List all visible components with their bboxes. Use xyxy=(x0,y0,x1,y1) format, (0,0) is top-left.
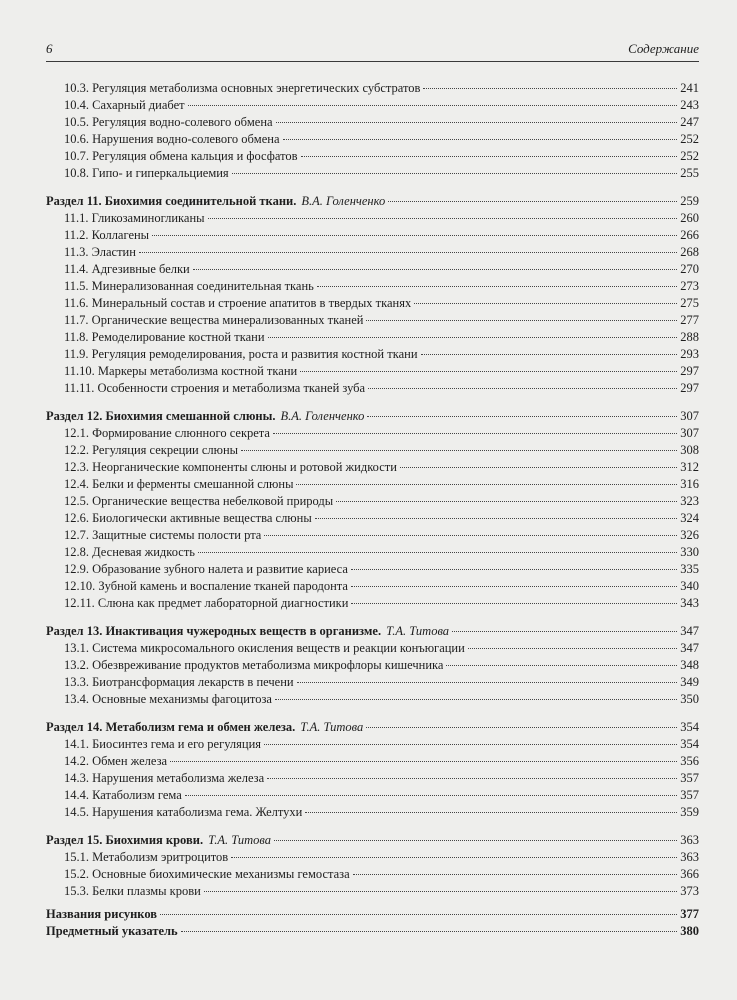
section-title: Раздел 15. Биохимия крови. xyxy=(46,833,204,847)
toc-entry xyxy=(64,80,699,97)
entry-page: 348 xyxy=(680,658,699,672)
entry-page: 275 xyxy=(680,296,699,310)
entry-page: 324 xyxy=(680,511,699,525)
toc-entry xyxy=(64,114,699,131)
section-author: В.А. Голенченко xyxy=(301,194,386,208)
entry-page: 343 xyxy=(680,596,699,610)
entry-title: 13.3. Биотрансформация лекарств в печени xyxy=(64,675,294,689)
entry-page: 350 xyxy=(680,692,699,706)
entry-page: 373 xyxy=(680,884,699,898)
section-title-wrap xyxy=(46,623,449,640)
toc-entry xyxy=(64,227,699,244)
entry-page: 312 xyxy=(680,460,699,474)
entry-page: 326 xyxy=(680,528,699,542)
entry-page: 293 xyxy=(680,347,699,361)
entry-title: 10.6. Нарушения водно-солевого обмена xyxy=(64,132,280,146)
entry-title: 14.1. Биосинтез гема и его регуляция xyxy=(64,737,262,751)
dot-leader xyxy=(423,88,677,89)
entry-title: 12.4. Белки и ферменты смешанной слюны xyxy=(64,477,294,491)
entry-title: 11.6. Минеральный состав и строение апатитов в твердых тканях xyxy=(64,296,412,310)
toc-entry xyxy=(64,278,699,295)
entry-page: 241 xyxy=(680,81,699,95)
entry-page: 335 xyxy=(680,562,699,576)
dot-leader xyxy=(300,371,677,372)
dot-leader xyxy=(273,433,677,434)
toc-entry xyxy=(64,787,699,804)
dot-leader xyxy=(276,122,678,123)
entry-title: 15.3. Белки плазмы крови xyxy=(64,884,201,898)
section-title-wrap xyxy=(46,719,363,736)
running-title: Содержание xyxy=(628,41,699,56)
entry-page: 354 xyxy=(680,737,699,751)
toc-entry xyxy=(64,261,699,278)
section-author: В.А. Голенченко xyxy=(280,409,365,423)
entry-page: 252 xyxy=(680,132,699,146)
entry-title: 11.10. Маркеры метаболизма костной ткани xyxy=(64,364,298,378)
toc-entry xyxy=(64,148,699,165)
entry-title: 12.7. Защитные системы полости рта xyxy=(64,528,262,542)
section-title-wrap xyxy=(46,408,364,425)
dot-leader xyxy=(388,201,677,202)
entry-title: 14.3. Нарушения метаболизма железа xyxy=(64,771,265,785)
entry-title: 12.8. Десневая жидкость xyxy=(64,545,196,559)
toc-entry xyxy=(64,691,699,708)
section-title: Раздел 14. Метаболизм гема и обмен железа. xyxy=(46,720,296,734)
entry-title: Названия рисунков xyxy=(46,907,158,921)
dot-leader xyxy=(351,586,677,587)
section-heading xyxy=(46,719,699,736)
toc-entry xyxy=(64,595,699,612)
dot-leader xyxy=(315,518,678,519)
entry-title: 11.7. Органические вещества минерализованных тканей xyxy=(64,313,364,327)
dot-leader xyxy=(367,416,677,417)
entry-title: 11.8. Ремоделирование костной ткани xyxy=(64,330,265,344)
toc-entry xyxy=(64,510,699,527)
entry-title: 10.7. Регуляция обмена кальция и фосфатов xyxy=(64,149,298,163)
dot-leader xyxy=(268,337,678,338)
dot-leader xyxy=(452,631,677,632)
section-title: Раздел 13. Инактивация чужеродных веществ в организме. xyxy=(46,624,382,638)
entry-page: 307 xyxy=(680,426,699,440)
entry-title: 11.1. Гликозаминогликаны xyxy=(64,211,205,225)
dot-leader xyxy=(283,139,678,140)
entry-title: 12.1. Формирование слюнного секрета xyxy=(64,426,270,440)
entry-page: 357 xyxy=(680,788,699,802)
toc-entry xyxy=(64,329,699,346)
entry-title: 13.1. Система микросомального окисления веществ и реакции конъюгации xyxy=(64,641,465,655)
entry-title: 11.2. Коллагены xyxy=(64,228,150,242)
entry-title: 10.3. Регуляция метаболизма основных энергетических субстратов xyxy=(64,81,421,95)
dot-leader xyxy=(241,450,677,451)
entry-page: 347 xyxy=(680,641,699,655)
toc-entry xyxy=(64,459,699,476)
entry-page: 359 xyxy=(680,805,699,819)
entry-title: 11.4. Адгезивные белки xyxy=(64,262,190,276)
entry-page: 277 xyxy=(680,313,699,327)
entry-title: 11.11. Особенности строения и метаболизма тканей зуба xyxy=(64,381,366,395)
dot-leader xyxy=(317,286,677,287)
entry-title: 12.9. Образование зубного налета и развитие кариеса xyxy=(64,562,348,576)
entry-title: 14.5. Нарушения катаболизма гема. Желтухи xyxy=(64,805,303,819)
dot-leader xyxy=(170,761,677,762)
section-title-wrap xyxy=(46,193,385,210)
dot-leader xyxy=(139,252,677,253)
section-author: Т.А. Титова xyxy=(208,833,272,847)
dot-leader xyxy=(400,467,677,468)
section-page: 307 xyxy=(680,409,699,423)
dot-leader xyxy=(231,857,677,858)
dot-leader xyxy=(366,320,677,321)
entry-page: 297 xyxy=(680,381,699,395)
toc-entry xyxy=(64,165,699,182)
entry-page: 330 xyxy=(680,545,699,559)
dot-leader xyxy=(336,501,677,502)
toc-entry xyxy=(64,442,699,459)
entry-page: 270 xyxy=(680,262,699,276)
entry-page: 288 xyxy=(680,330,699,344)
section-page: 347 xyxy=(680,624,699,638)
dot-leader xyxy=(160,914,677,915)
dot-leader xyxy=(152,235,677,236)
entry-page: 357 xyxy=(680,771,699,785)
dot-leader xyxy=(468,648,677,649)
entry-page: 349 xyxy=(680,675,699,689)
dot-leader xyxy=(204,891,677,892)
section-heading xyxy=(46,832,699,849)
entry-title: 13.4. Основные механизмы фагоцитоза xyxy=(64,692,272,706)
dot-leader xyxy=(366,727,677,728)
dot-leader xyxy=(421,354,678,355)
dot-leader xyxy=(305,812,677,813)
entry-page: 366 xyxy=(680,867,699,881)
entry-title: 15.1. Метаболизм эритроцитов xyxy=(64,850,229,864)
entry-page: 323 xyxy=(680,494,699,508)
toc-entry xyxy=(64,883,699,900)
entry-title: 10.4. Сахарный диабет xyxy=(64,98,185,112)
entry-page: 316 xyxy=(680,477,699,491)
page-number: 6 xyxy=(46,41,53,56)
entry-page: 243 xyxy=(680,98,699,112)
entry-title: 14.4. Катаболизм гема xyxy=(64,788,182,802)
dot-leader xyxy=(264,744,677,745)
section-title: Раздел 12. Биохимия смешанной слюны. xyxy=(46,409,276,423)
dot-leader xyxy=(198,552,677,553)
dot-leader xyxy=(267,778,677,779)
dot-leader xyxy=(414,303,677,304)
entry-page: 297 xyxy=(680,364,699,378)
toc-entry xyxy=(64,295,699,312)
toc-entry xyxy=(64,425,699,442)
section-title-wrap xyxy=(46,832,271,849)
toc-entry xyxy=(64,640,699,657)
entry-title: 12.5. Органические вещества небелковой природы xyxy=(64,494,334,508)
entry-title: 12.11. Слюна как предмет лабораторной диагностики xyxy=(64,596,349,610)
dot-leader xyxy=(232,173,678,174)
dot-leader xyxy=(351,569,677,570)
entry-title: 10.5. Регуляция водно-солевого обмена xyxy=(64,115,273,129)
toc-entry xyxy=(64,561,699,578)
entry-title: 11.9. Регуляция ремоделирования, роста и развития костной ткани xyxy=(64,347,418,361)
section-page: 259 xyxy=(680,194,699,208)
entry-page: 308 xyxy=(680,443,699,457)
dot-leader xyxy=(193,269,678,270)
index-entry xyxy=(46,923,699,940)
entry-title: 11.5. Минерализованная соединительная ткань xyxy=(64,279,314,293)
toc-entry xyxy=(64,244,699,261)
entry-title: 12.6. Биологически активные вещества слюны xyxy=(64,511,312,525)
section-title: Раздел 11. Биохимия соединительной ткани. xyxy=(46,194,297,208)
entry-page: 356 xyxy=(680,754,699,768)
entry-title: 12.2. Регуляция секреции слюны xyxy=(64,443,239,457)
entry-title: 11.3. Эластин xyxy=(64,245,136,259)
entry-title: 15.2. Основные биохимические механизмы гемостаза xyxy=(64,867,350,881)
entry-title: Предметный указатель xyxy=(46,924,178,938)
section-heading xyxy=(46,408,699,425)
entry-page: 363 xyxy=(680,850,699,864)
entry-title: 12.10. Зубной камень и воспаление тканей пародонта xyxy=(64,579,348,593)
entry-title: 14.2. Обмен железа xyxy=(64,754,168,768)
section-heading xyxy=(46,193,699,210)
dot-leader xyxy=(353,874,678,875)
dot-leader xyxy=(181,931,678,932)
toc-entry xyxy=(64,770,699,787)
toc-entry xyxy=(64,753,699,770)
toc-entry xyxy=(64,527,699,544)
toc-entry xyxy=(64,363,699,380)
entry-page: 252 xyxy=(680,149,699,163)
dot-leader xyxy=(185,795,678,796)
section-author: Т.А. Титова xyxy=(386,624,450,638)
dot-leader xyxy=(188,105,678,106)
toc-entry xyxy=(64,97,699,114)
toc-entry xyxy=(64,493,699,510)
toc-entry xyxy=(64,578,699,595)
entry-page: 273 xyxy=(680,279,699,293)
entry-title: 10.8. Гипо- и гиперкальциемия xyxy=(64,166,229,180)
entry-page: 268 xyxy=(680,245,699,259)
entry-page: 247 xyxy=(680,115,699,129)
dot-leader xyxy=(208,218,678,219)
toc-entry xyxy=(64,804,699,821)
section-page: 363 xyxy=(680,833,699,847)
dot-leader xyxy=(446,665,677,666)
dot-leader xyxy=(297,682,678,683)
toc-entry xyxy=(64,736,699,753)
dot-leader xyxy=(296,484,677,485)
toc-entry xyxy=(64,312,699,329)
toc-entry xyxy=(64,346,699,363)
figures-entry xyxy=(46,906,699,923)
dot-leader xyxy=(274,840,677,841)
toc-entry xyxy=(64,674,699,691)
entry-page: 380 xyxy=(680,924,699,938)
dot-leader xyxy=(368,388,677,389)
entry-title: 13.2. Обезвреживание продуктов метаболизма микрофлоры кишечника xyxy=(64,658,444,672)
toc-entry xyxy=(64,544,699,561)
section-author: Т.А. Титова xyxy=(300,720,364,734)
section-heading xyxy=(46,623,699,640)
toc-entry xyxy=(64,849,699,866)
dot-leader xyxy=(351,603,677,604)
dot-leader xyxy=(264,535,677,536)
entry-title: 12.3. Неорганические компоненты слюны и ротовой жидкости xyxy=(64,460,397,474)
entry-page: 377 xyxy=(680,907,699,921)
entry-page: 260 xyxy=(680,211,699,225)
dot-leader xyxy=(301,156,678,157)
toc-entry xyxy=(64,131,699,148)
toc-entry xyxy=(64,476,699,493)
entry-page: 255 xyxy=(680,166,699,180)
dot-leader xyxy=(275,699,677,700)
toc-entry xyxy=(64,866,699,883)
entry-page: 266 xyxy=(680,228,699,242)
entry-page: 340 xyxy=(680,579,699,593)
toc-entry xyxy=(64,380,699,397)
toc-entry xyxy=(64,210,699,227)
section-page: 354 xyxy=(680,720,699,734)
toc-entry xyxy=(64,657,699,674)
